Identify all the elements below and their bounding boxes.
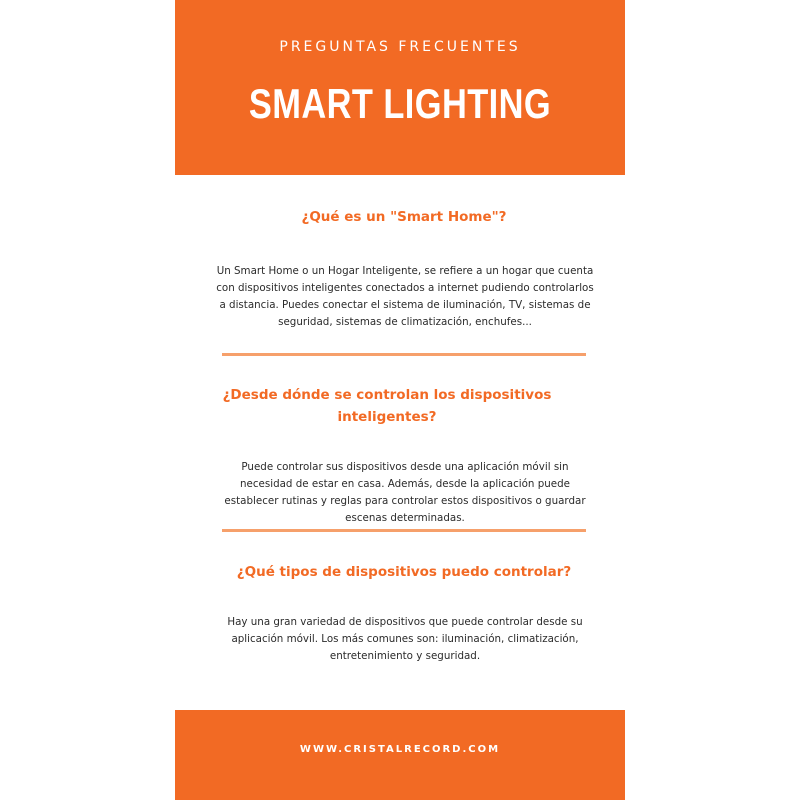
faq-answer-3 xyxy=(200,614,610,665)
faq-answer-3-line: Hay una gran variedad de dispositivos que puede controlar desde su xyxy=(227,616,583,628)
faq-answer-2-line: necesidad de estar en casa. Además, desde la aplicación puede xyxy=(240,478,570,490)
faq-answer-1 xyxy=(200,263,610,331)
website-link[interactable]: WWW.CRISTALRECORD.COM xyxy=(299,744,501,755)
faq-answer-1-line: seguridad, sistemas de climatización, enchufes... xyxy=(278,316,532,328)
footer-banner xyxy=(175,710,625,800)
faq-question-1: ¿Qué es un "Smart Home"? xyxy=(301,209,507,225)
faq-answer-2-line: escenas determinadas. xyxy=(345,512,465,524)
faq-answer-3-line: aplicación móvil. Los más comunes son: iluminación, climatización, xyxy=(231,633,579,645)
section-divider xyxy=(222,353,586,356)
faq-question-2-line: inteligentes? xyxy=(337,409,437,425)
faq-question-2 xyxy=(222,384,552,428)
header-eyebrow: PREGUNTAS FRECUENTES xyxy=(279,39,521,55)
faq-answer-2 xyxy=(200,459,610,527)
faq-answer-2-line: Puede controlar sus dispositivos desde una aplicación móvil sin xyxy=(241,461,569,473)
faq-answer-1-line: con dispositivos inteligentes conectados a internet pudiendo controlarlos xyxy=(216,282,594,294)
faq-answer-1-line: a distancia. Puedes conectar el sistema de iluminación, TV, sistemas de xyxy=(219,299,591,311)
faq-answer-2-line: establecer rutinas y reglas para controlar estos dispositivos o guardar xyxy=(224,495,586,507)
faq-question-2-line: ¿Desde dónde se controlan los dispositivos xyxy=(222,387,552,403)
section-divider xyxy=(222,529,586,532)
faq-answer-1-line: Un Smart Home o un Hogar Inteligente, se refiere a un hogar que cuenta xyxy=(216,265,594,277)
faq-question-3: ¿Qué tipos de dispositivos puedo controlar? xyxy=(236,564,572,580)
header-banner xyxy=(175,0,625,175)
page-title: SMART LIGHTING xyxy=(248,80,552,127)
faq-answer-3-line: entretenimiento y seguridad. xyxy=(329,650,481,662)
